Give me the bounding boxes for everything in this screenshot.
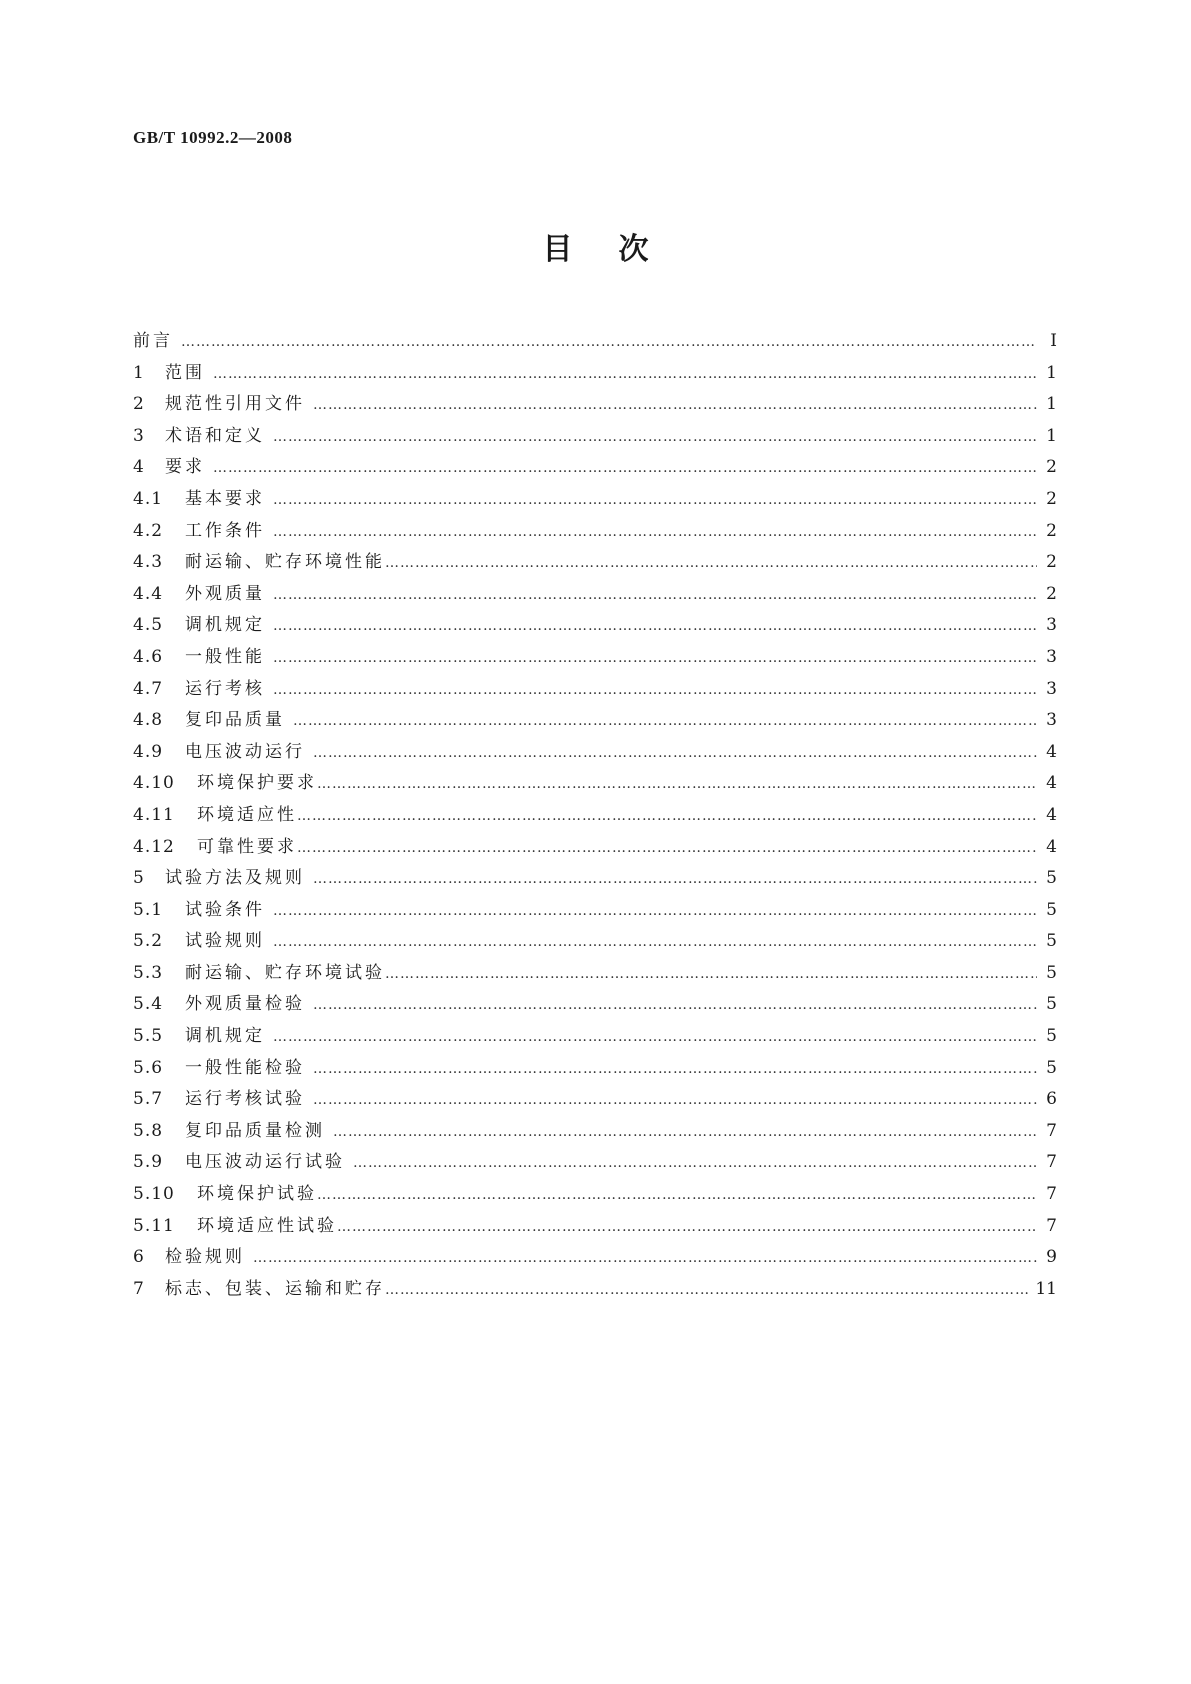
toc-entry-number: 5.9 [133, 1152, 164, 1173]
dot-leader [317, 1187, 1037, 1203]
toc-entry[interactable] [133, 484, 1057, 516]
toc-entry[interactable] [133, 674, 1057, 706]
dot-leader [297, 840, 1037, 856]
toc-entry-title: 一般性能 [185, 646, 265, 667]
toc-entry-page: 2 [1046, 520, 1057, 541]
toc-entry[interactable] [133, 1147, 1057, 1179]
toc-entry-number: 5 [133, 868, 145, 889]
dot-leader [385, 555, 1037, 571]
toc-entry-number: 4.12 [133, 836, 175, 857]
toc-entry-page: 2 [1046, 457, 1057, 478]
toc-entry-title: 外观质量 [185, 583, 265, 604]
dot-leader [213, 460, 1037, 476]
dot-leader [313, 997, 1037, 1013]
toc-entry-title: 环境适应性 [197, 804, 297, 825]
toc-entry-title: 调机规定 [185, 615, 265, 636]
toc-entry-page: 2 [1046, 488, 1057, 509]
toc-entry[interactable] [133, 579, 1057, 611]
dot-leader [293, 713, 1037, 729]
dot-leader [273, 524, 1037, 540]
toc-entry[interactable] [133, 452, 1057, 484]
dot-leader [333, 1124, 1037, 1140]
toc-entry-title: 环境保护要求 [197, 773, 317, 794]
toc-entry-title: 可靠性要求 [197, 836, 297, 857]
dot-leader [273, 650, 1037, 666]
toc-entry-page: 7 [1046, 1184, 1057, 1205]
toc-entry-page: 5 [1046, 1026, 1057, 1047]
toc-entry-number: 4.10 [133, 773, 175, 794]
toc-entry-number: 5.5 [133, 1026, 164, 1047]
toc-entry-title: 标志、包装、运输和贮存 [165, 1278, 385, 1299]
toc-entry-number: 5.4 [133, 994, 164, 1015]
dot-leader [313, 1092, 1037, 1108]
dot-leader [313, 745, 1037, 761]
toc-entry-title: 检验规则 [165, 1247, 245, 1268]
toc-entry-number: 2 [133, 394, 145, 415]
dot-leader [253, 1250, 1037, 1266]
toc-entry[interactable] [133, 958, 1057, 990]
toc-entry-title: 运行考核 [185, 678, 265, 699]
toc-entry-title: 范围 [165, 362, 205, 383]
toc-entry-title: 前言 [133, 331, 173, 351]
toc-entry-number: 5.8 [133, 1120, 164, 1141]
toc-entry-title: 环境保护试验 [197, 1184, 317, 1205]
toc-entry-page: 3 [1046, 646, 1057, 667]
toc-entry-title: 试验条件 [185, 899, 265, 920]
toc-entry[interactable] [133, 1053, 1057, 1085]
toc-entry-page: 4 [1046, 836, 1057, 857]
toc-entry-page: 7 [1046, 1120, 1057, 1141]
toc-entry-number: 4.11 [133, 804, 175, 825]
toc-entry-page: Ⅰ [1050, 331, 1057, 351]
toc-entry-page: 4 [1046, 741, 1057, 762]
toc-entry-foreword[interactable] [133, 326, 1057, 358]
toc-entry-number: 4.6 [133, 646, 164, 667]
dot-leader [313, 397, 1037, 413]
toc-entry-page: 4 [1046, 804, 1057, 825]
toc-entry-page: 5 [1046, 1057, 1057, 1078]
toc-entry[interactable] [133, 1179, 1057, 1211]
toc-entry[interactable] [133, 1242, 1057, 1274]
toc-entry[interactable] [133, 737, 1057, 769]
toc-entry-page: 7 [1046, 1152, 1057, 1173]
toc-entry-number: 5.10 [133, 1184, 175, 1205]
toc-entry-title: 调机规定 [185, 1026, 265, 1047]
toc-entry-page: 1 [1046, 394, 1057, 415]
dot-leader [313, 871, 1037, 887]
dot-leader [297, 808, 1037, 824]
toc-entry-number: 4.7 [133, 678, 164, 699]
toc-entry-title: 运行考核试验 [185, 1089, 305, 1110]
toc-entry-title: 环境适应性试验 [197, 1215, 337, 1236]
dot-leader [213, 366, 1037, 382]
toc-entry-page: 6 [1046, 1089, 1057, 1110]
toc-entry-number: 5.11 [133, 1215, 175, 1236]
toc-entry-title: 试验规则 [185, 931, 265, 952]
toc-entry[interactable] [133, 1274, 1057, 1306]
dot-leader [273, 682, 1037, 698]
table-of-contents [133, 326, 1057, 1305]
toc-entry[interactable] [133, 926, 1057, 958]
toc-entry-number: 4 [133, 457, 145, 478]
toc-entry[interactable] [133, 800, 1057, 832]
toc-entry-title: 复印品质量检测 [185, 1120, 325, 1141]
toc-entry[interactable] [133, 863, 1057, 895]
toc-entry-number: 5.7 [133, 1089, 164, 1110]
toc-entry-page: 2 [1046, 583, 1057, 604]
toc-entry-title: 耐运输、贮存环境性能 [185, 552, 385, 573]
dot-leader [273, 429, 1037, 445]
dot-leader [273, 934, 1037, 950]
toc-entry-number: 4.9 [133, 741, 164, 762]
dot-leader [181, 334, 1037, 350]
toc-entry[interactable] [133, 547, 1057, 579]
toc-entry-title: 耐运输、贮存环境试验 [185, 962, 385, 983]
toc-entry-page: 3 [1046, 710, 1057, 731]
toc-entry[interactable] [133, 1211, 1057, 1243]
toc-entry-page: 1 [1046, 425, 1057, 446]
toc-entry-number: 4.3 [133, 552, 164, 573]
toc-entry-page: 5 [1046, 931, 1057, 952]
toc-entry-number: 4.2 [133, 520, 164, 541]
dot-leader [273, 618, 1037, 634]
toc-entry-title: 外观质量检验 [185, 994, 305, 1015]
dot-leader [273, 1029, 1037, 1045]
dot-leader [385, 1282, 1029, 1298]
dot-leader [317, 776, 1037, 792]
toc-entry-page: 3 [1046, 615, 1057, 636]
toc-entry[interactable] [133, 895, 1057, 927]
toc-entry-title: 术语和定义 [165, 425, 265, 446]
toc-entry[interactable] [133, 989, 1057, 1021]
toc-entry-page: 5 [1046, 899, 1057, 920]
toc-entry-page: 11 [1035, 1278, 1057, 1299]
toc-entry[interactable] [133, 610, 1057, 642]
toc-entry[interactable] [133, 1116, 1057, 1148]
page-title: 目次 [542, 232, 695, 267]
toc-entry-title: 一般性能检验 [185, 1057, 305, 1078]
toc-entry-title: 复印品质量 [185, 710, 285, 731]
toc-entry-page: 5 [1046, 962, 1057, 983]
toc-entry-number: 4.5 [133, 615, 164, 636]
toc-entry-page: 3 [1046, 678, 1057, 699]
toc-entry[interactable] [133, 832, 1057, 864]
toc-entry[interactable] [133, 389, 1057, 421]
toc-entry-title: 电压波动运行试验 [185, 1152, 345, 1173]
dot-leader [273, 587, 1037, 603]
toc-entry[interactable] [133, 516, 1057, 548]
toc-entry-number: 4.4 [133, 583, 164, 604]
toc-entry[interactable] [133, 642, 1057, 674]
standard-number: GB/T 10992.2—2008 [133, 128, 293, 147]
dot-leader [353, 1155, 1037, 1171]
toc-entry-number: 6 [133, 1247, 145, 1268]
toc-entry-title: 试验方法及规则 [165, 868, 305, 889]
dot-leader [273, 903, 1037, 919]
toc-entry-number: 4.1 [133, 488, 164, 509]
toc-entry-title: 电压波动运行 [185, 741, 305, 762]
toc-entry-number: 5.2 [133, 931, 164, 952]
toc-entry-title: 规范性引用文件 [165, 394, 305, 415]
toc-entry[interactable] [133, 358, 1057, 390]
dot-leader [313, 1061, 1037, 1077]
dot-leader [337, 1219, 1037, 1235]
toc-entry[interactable] [133, 1084, 1057, 1116]
toc-entry[interactable] [133, 768, 1057, 800]
toc-entry-number: 5.3 [133, 962, 164, 983]
toc-entry-page: 5 [1046, 994, 1057, 1015]
toc-entry-page: 7 [1046, 1215, 1057, 1236]
toc-entry-number: 4.8 [133, 710, 164, 731]
toc-entry[interactable] [133, 1021, 1057, 1053]
toc-entry-number: 7 [133, 1278, 145, 1299]
toc-entry-title: 要求 [165, 457, 205, 478]
toc-entry-number: 1 [133, 362, 145, 383]
toc-entry-page: 4 [1046, 773, 1057, 794]
toc-entry-number: 3 [133, 425, 145, 446]
toc-entry-title: 基本要求 [185, 488, 265, 509]
dot-leader [273, 492, 1037, 508]
toc-entry-page: 9 [1046, 1247, 1057, 1268]
toc-entry-page: 5 [1046, 868, 1057, 889]
toc-entry-number: 5.6 [133, 1057, 164, 1078]
toc-entry[interactable] [133, 705, 1057, 737]
toc-entry-number: 5.1 [133, 899, 164, 920]
toc-entry-title: 工作条件 [185, 520, 265, 541]
toc-entry-page: 1 [1046, 362, 1057, 383]
toc-entry-page: 2 [1046, 552, 1057, 573]
toc-entry[interactable] [133, 421, 1057, 453]
dot-leader [385, 966, 1037, 982]
